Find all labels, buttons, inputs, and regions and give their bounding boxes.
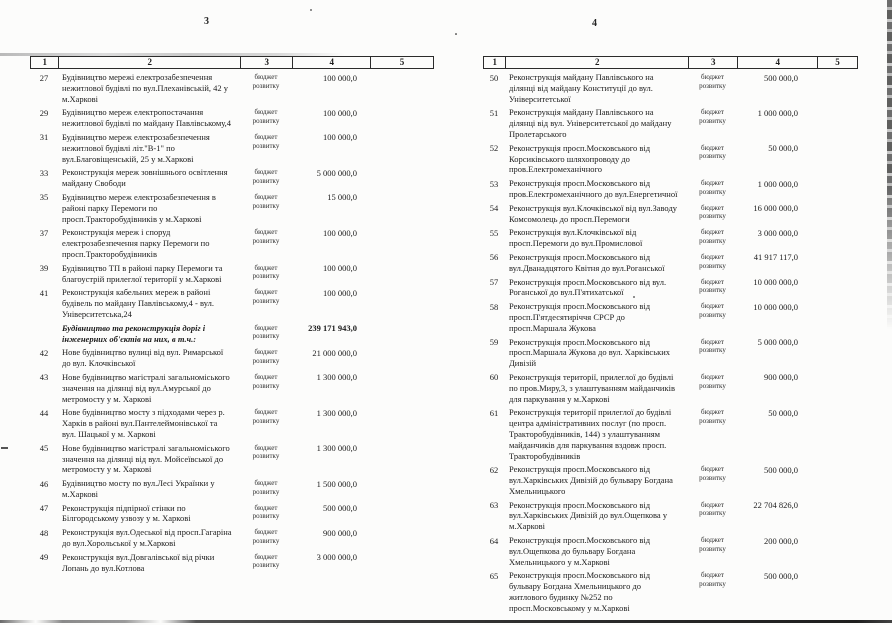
budget-type: бюджет розвитку [699,203,726,221]
amount: 100 000,0 [323,72,357,83]
empty-cell [817,107,858,139]
table-row [483,500,858,532]
empty-cell [370,287,434,319]
row-number: 42 [39,347,49,358]
row-number: 57 [489,277,499,288]
project-description: Нове будівництво вулиці від вул. Римарської до вул. Клочківської [62,347,224,369]
empty-cell [370,107,434,129]
table-row [30,552,434,574]
table-row [483,464,858,496]
amount: 21 000 000,0 [312,347,357,358]
table-row [483,407,858,461]
empty-cell [370,478,434,500]
project-description: Реконструкція просп.Московського від вул.Дванадцятого Квітня до вул.Роганської [509,251,665,273]
empty-cell [370,372,434,404]
table-row [30,407,434,439]
empty-cell [370,503,434,525]
project-description: Реконструкція просп.Московського від пров.Електромеханічного до вул.Енергетичної [509,178,678,199]
budget-type: бюджет розвитку [252,228,280,245]
amount: 500 000,0 [764,72,798,83]
table-header [30,56,434,69]
row-number: 39 [39,263,49,274]
project-description: Будівництво ТП в районі парку Перемоги та благоустрій прилеглої території у м.Харкові [62,262,223,284]
amount: 1 500 000,0 [316,478,357,489]
table-row [483,203,858,225]
row-number: 29 [39,107,49,118]
page-number-left: 3 [204,16,209,27]
budget-type: бюджет розвитку [252,73,280,90]
amount: 500 000,0 [764,570,798,581]
table-row [30,372,434,404]
row-number: 31 [39,132,49,143]
project-description: Реконструкція вул.Клочківської від просп.Перемоги до вул.Промислової [509,227,643,249]
page-number-right: 4 [592,18,597,29]
scanned-page-4 [483,56,858,617]
row-number: 65 [489,570,499,581]
empty-cell [370,167,434,189]
project-description: Нове будівництво магістралі загальноміського значення на ділянці від вул.Амурської до метромосту у м. Харкові [62,371,230,404]
column-header: 1 [30,56,59,69]
budget-type: бюджет розвитку [252,443,280,461]
project-description: Реконструкція просп.Московського від просп.П'ятдесятиріччя СРСР до просп.Маршала Жукова [509,301,651,333]
budget-type: бюджет розвитку [252,503,280,521]
empty-cell [370,347,434,369]
row-number: 35 [39,192,49,203]
project-description: Реконструкція вул.Довгалівської від річки Лопань до вул.Котлова [62,551,215,573]
empty-cell [817,337,858,369]
project-description: Будівництво мереж електрозабезпечення нежитлової будівлі літ."В-1" по вул.Благовіщенській, 25 у м.Харкові [62,131,210,164]
empty-cell [370,443,434,475]
amount: 500 000,0 [323,503,357,514]
table-row [30,227,434,259]
budget-type: бюджет розвитку [699,228,726,245]
row-number: 55 [489,227,499,238]
column-header: 4 [737,56,818,69]
column-header: 2 [58,56,241,69]
row-number: 64 [489,535,499,546]
table-row [30,287,434,319]
budget-type: бюджет розвитку [699,500,726,518]
table-row [30,107,434,129]
table-row [483,277,858,299]
budget-type: бюджет розвитку [699,337,726,355]
empty-cell [817,227,858,249]
amount: 3 000 000,0 [757,227,798,238]
empty-cell [370,263,434,285]
row-number: 59 [489,337,499,348]
budget-type: бюджет розвитку [699,73,726,90]
amount: 1 000 000,0 [757,178,798,189]
table-row [483,535,858,567]
project-description: Реконструкція підпірної стінки по Білгородському узвозу у м. Харкові [62,502,191,524]
row-number: 58 [489,301,499,312]
table-row [483,570,858,613]
amount: 500 000,0 [764,464,798,475]
amount: 200 000,0 [764,535,798,546]
table-row [483,72,858,104]
project-description: Реконструкція просп.Московського від Корсиківського шляхопроводу до пров.Електромеханічного [509,142,651,175]
project-description: Будівництво мережі електрозабезпечення нежитлової будівлі по вул.Плеханівській, 42 у м.Харкові [62,72,228,104]
budget-type: бюджет розвитку [252,288,280,305]
scan-speck [310,9,312,11]
budget-type: бюджет розвитку [252,479,280,496]
row-number: 54 [489,203,499,214]
table-row [483,337,858,369]
project-description: Реконструкція просп.Московського від вул.Харківських Дивізій до вул.Ощепкова у м.Харкові [509,499,668,532]
empty-cell [817,277,858,299]
project-description: Будівництво та реконструкція доріг і інженерних об'єктів на них, в т.ч.: [62,322,206,344]
amount: 50 000,0 [768,143,798,154]
project-description: Реконструкція вул.Одеської від просп.Гагаріна до вул.Хорольської у м.Харкові [62,527,232,549]
scan-dash-artifact [1,447,8,449]
amount: 100 000,0 [323,132,357,143]
project-description: Реконструкція території прилеглої до будівлі центра адміністративних послуг (по просп. Тракторобудівників, 144) з улаштуванням майданчиків для паркування вздовж просп. Тракторобудівників [509,407,672,461]
amount: 1 300 000,0 [316,407,357,418]
table-row [483,143,858,175]
empty-cell [370,407,434,439]
project-description: Нове будівництво мосту з підходами через р. Харків в районі вул.Пантелеймонівської та вул. Шацької у м. Харкові [62,407,225,439]
empty-cell [817,301,858,333]
budget-type: бюджет розвитку [699,408,726,425]
table-row [30,132,434,164]
empty-cell [817,535,858,567]
budget-type: бюджет розвитку [699,179,726,196]
budget-type: бюджет розвитку [252,263,280,281]
amount: 3 000 000,0 [316,552,357,563]
empty-cell [817,464,858,496]
table-row [30,347,434,369]
budget-type: бюджет розвитку [252,108,280,125]
empty-cell [817,72,858,104]
scan-bottom-edge-artifact [0,620,892,624]
amount: 100 000,0 [323,287,357,298]
budget-type: бюджет розвитку [699,252,726,270]
table-row [30,443,434,475]
empty-cell [370,192,434,224]
table-row [30,478,434,500]
budget-type: бюджет розвитку [252,408,280,425]
project-description: Реконструкція мереж зовнішнього освітлення майдану Свободи [62,167,228,189]
empty-cell [817,178,858,200]
row-number: 33 [39,167,49,178]
amount: 1 300 000,0 [316,372,357,383]
project-description: Реконструкція просп.Московського від просп.Маршала Жукова до вул. Харківських Дивізій [509,336,671,369]
row-number: 44 [39,407,49,418]
project-description: Реконструкція просп.Московського від вул.Харківських Дивізій до бульвару Богдана Хмельницького [509,464,673,496]
empty-cell [370,72,434,104]
row-number: 61 [489,407,499,418]
amount: 100 000,0 [323,263,357,274]
empty-cell [370,527,434,549]
row-number: 49 [39,552,49,563]
project-description: Будівництво мереж електрозабезпечення в районі парку Перемоги по просп.Тракторобудівників у м.Харкові [62,191,216,224]
budget-type: бюджет розвитку [252,528,280,545]
row-number: 52 [489,143,499,154]
empty-cell [370,132,434,164]
amount: 100 000,0 [323,107,357,118]
empty-cell [817,407,858,461]
amount: 1 000 000,0 [757,107,798,118]
column-header: 3 [688,56,738,69]
project-description: Будівництво мереж електропостачання нежитлової будівлі по майдану Павлівському,4 [62,107,232,129]
amount: 10 000 000,0 [753,301,798,312]
column-header: 4 [292,56,371,69]
table-row [30,263,434,285]
empty-cell [817,500,858,532]
scanned-page-3 [30,56,434,576]
project-description: Реконструкція майдану Павлівського на ділянці від вул. Університетської до майдану Пролетарського [509,107,672,139]
table-row [483,107,858,139]
project-description: Реконструкція просп.Московського від бульвару Богдана Хмельницького до житлового будинку №252 по просп.Московському у м.Харкові [509,570,651,613]
row-number: 47 [39,503,49,514]
budget-type: бюджет розвитку [252,168,280,185]
row-number [30,323,58,345]
column-header: 5 [817,56,858,69]
empty-cell [817,203,858,225]
project-description: Реконструкція просп.Московського від вул. Роганської до вул.П'ятихатської [509,276,667,298]
budget-type: бюджет розвитку [252,372,280,390]
column-header: 1 [483,56,506,69]
table-row [483,252,858,274]
budget-type: бюджет розвитку [699,108,726,125]
empty-cell [370,323,434,345]
empty-cell [817,252,858,274]
column-header: 3 [240,56,293,69]
amount: 41 917 117,0 [753,252,798,263]
row-number: 27 [39,72,49,83]
scan-speck [455,33,457,35]
row-number: 45 [39,443,49,454]
table-row [483,178,858,200]
amount: 5 000 000,0 [757,337,798,348]
row-number: 46 [39,478,49,489]
budget-type: бюджет розвитку [699,302,726,319]
row-number: 62 [489,464,499,475]
amount: 10 000 000,0 [753,277,798,288]
table-row [30,192,434,224]
empty-cell [817,372,858,404]
table-row [30,167,434,189]
table-row [30,72,434,104]
project-description: Реконструкція мереж і споруд електрозабезпечення парку Перемоги по просп.Тракторобудівників [62,227,210,259]
row-number: 56 [489,252,499,263]
amount: 900 000,0 [764,372,798,383]
row-number: 43 [39,372,49,383]
budget-type: бюджет розвитку [699,536,726,553]
table-body [30,72,434,573]
project-description: Реконструкція просп.Московського від вул.Ощепкова до бульвару Богдана Хмельницького у м.Харкові [509,535,651,567]
budget-type: бюджет розвитку [252,552,280,570]
row-number: 41 [39,287,49,298]
table-body [483,72,858,614]
budget-type: бюджет розвитку [252,132,280,150]
table-row [30,323,434,345]
budget-type: бюджет розвитку [699,277,726,295]
row-number: 60 [489,372,499,383]
amount: 239 171 943,0 [308,323,357,334]
empty-cell [370,227,434,259]
table-row [483,301,858,333]
table-header [483,56,858,69]
amount: 1 300 000,0 [316,443,357,454]
table-row [483,227,858,249]
column-header: 5 [370,56,434,69]
project-description: Реконструкція території, прилеглої до будівлі по пров.Миру,3, з улаштуванням майданчиків для паркування у м.Харкові [509,371,675,404]
amount: 16 000 000,0 [753,203,798,214]
amount: 15 000,0 [327,192,357,203]
budget-type: бюджет розвитку [252,348,280,365]
budget-type: бюджет розвитку [699,571,726,589]
empty-cell [817,143,858,175]
row-number: 50 [489,72,499,83]
project-description: Реконструкція вул.Клочківської від вул.Заводу Комсомолець до просп.Перемоги [509,202,678,224]
row-number: 37 [39,227,49,238]
amount: 900 000,0 [323,527,357,538]
project-description: Реконструкція кабельних мереж в районі будівель по майдану Павлівському,4 - вул. Університетська,24 [62,287,214,319]
amount: 100 000,0 [323,227,357,238]
budget-type: бюджет розвитку [699,465,726,482]
empty-cell [817,570,858,613]
amount: 5 000 000,0 [316,167,357,178]
project-description: Будівництво мосту по вул.Лесі Українки у м.Харкові [62,478,215,499]
budget-type: бюджет розвитку [699,143,726,161]
row-number: 53 [489,178,499,189]
table-row [483,372,858,404]
budget-type: бюджет розвитку [252,192,280,210]
budget-type: бюджет розвитку [252,323,280,341]
amount: 50 000,0 [768,407,798,418]
row-number: 63 [489,500,499,511]
table-row [30,527,434,549]
project-description: Нове будівництво магістралі загальноміського значення на ділянці від вул. Мойсеївської до метромосту у м. Харкові [62,442,230,475]
empty-cell [370,552,434,574]
scan-edge-artifact [887,0,892,330]
table-row [30,503,434,525]
project-description: Реконструкція майдану Павлівського на ділянці від майдану Конституції до вул. Університетської [509,72,654,104]
row-number: 48 [39,527,49,538]
amount: 22 704 826,0 [753,500,798,511]
row-number: 51 [489,107,499,118]
column-header: 2 [505,56,689,69]
budget-type: бюджет розвитку [699,372,726,390]
